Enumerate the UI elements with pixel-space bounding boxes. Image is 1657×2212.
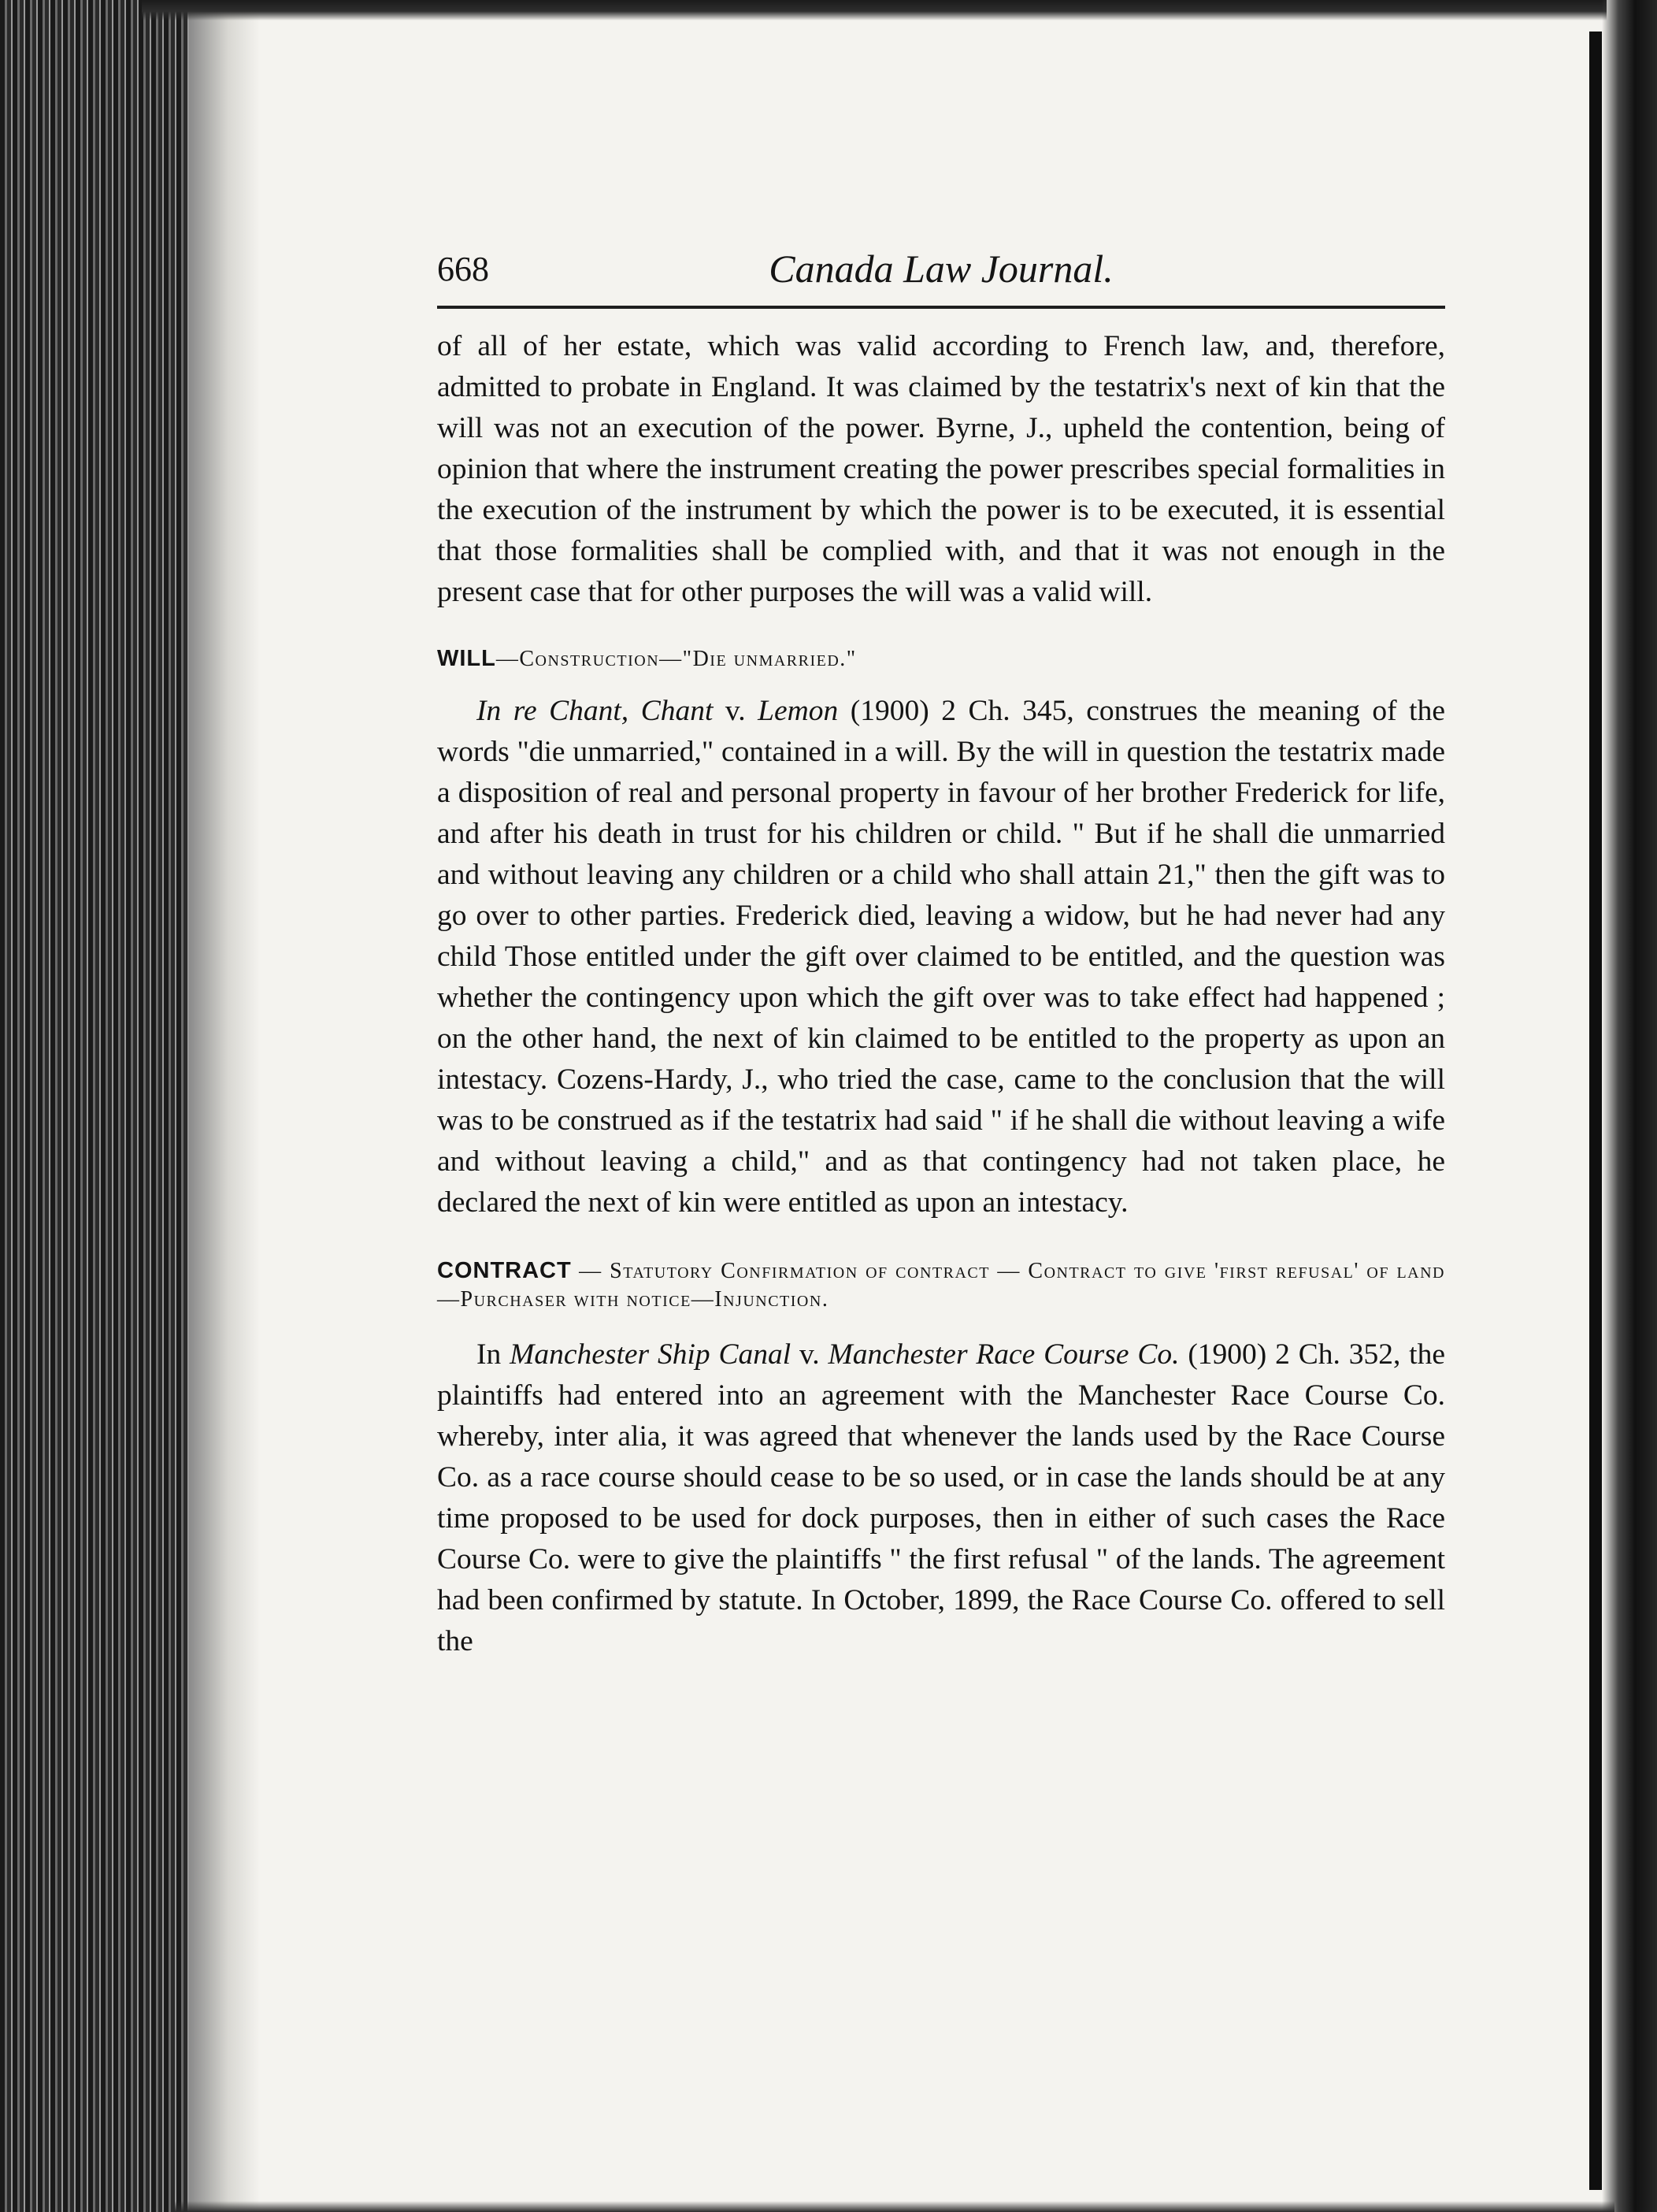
section-heading-will [437, 644, 1445, 674]
paragraph-contract [437, 1334, 1445, 1662]
binding-shadow [189, 0, 260, 2212]
paragraph-contract-prefix: In [476, 1338, 510, 1371]
page-number: 668 [437, 250, 489, 288]
section-heading-will-rest: —Construction—"Die unmarried." [495, 647, 857, 671]
scan-right-edge [1602, 0, 1657, 2212]
scan-bottom-edge [173, 2201, 1614, 2212]
paragraph-will-text: (1900) 2 Ch. 345, construes the meaning of the words "die unmarried," contained in a will. By the will in question the testatrix made a disposition of real and personal property in favour of her brother Frederick for life, and after his death in trust for his children or child. " But if he shall die unmarried and without leaving any children or a child who shall attain 21," then the gift was to go over to other parties. Frederick died, leaving a widow, but he had never had any child Those entitled under the gift over claimed to be entitled, and the question was whether the contingency upon which the gift over was to take effect had happened ; on the other hand, the next of kin claimed to be entitled to the property as upon an intestacy. Cozens-Hardy, J., who tried the case, came to the conclusion that the will was to be construed as if the testatrix had said " if he shall die without leaving a wife and without leaving a child," and as that contingency had not taken place, he declared the next of kin were entitled as upon an intestacy. [437, 695, 1445, 1219]
running-head [437, 244, 1445, 302]
book-binding-edge [0, 0, 189, 2212]
section-heading-will-bold: WILL [437, 646, 496, 671]
journal-page [437, 244, 1445, 1662]
section-heading-contract [437, 1256, 1445, 1314]
case-name-race-course: Manchester Race Course Co. [828, 1338, 1180, 1371]
header-rule [437, 306, 1445, 309]
paragraph-will [437, 691, 1445, 1223]
journal-title: Canada Law Journal. [769, 247, 1114, 291]
case-name-ship-canal: Manchester Ship Canal [510, 1338, 791, 1371]
section-heading-contract-bold: CONTRACT [437, 1258, 572, 1283]
scan-right-edge-line [1589, 32, 1602, 2190]
case-name-lemon: Lemon [758, 695, 839, 727]
case-name-chant: In re Chant, Chant [476, 695, 714, 727]
scan-top-edge [142, 0, 1607, 20]
case-versus-2: v. [791, 1338, 828, 1371]
paragraph-contract-text: (1900) 2 Ch. 352, the plaintiffs had entered into an agreement with the Manchester Race Course Co. whereby, inter alia, it was agreed that whenever the lands used by the Race Course Co. as a race course should cease to be so used, or in case the lands should be at any time proposed to be used for dock purposes, then in either of such cases the Race Course Co. were to give the plaintiffs " the first refusal " of the lands. The agreement had been confirmed by statute. In October, 1899, the Race Course Co. offered to sell the [437, 1338, 1445, 1657]
section-heading-contract-rest: — Statutory Confirmation of contract — Contract to give 'first refusal' of land—Purchaser with notice—Injunction. [437, 1259, 1445, 1312]
case-versus: v. [713, 695, 758, 727]
paragraph-continuation: of all of her estate, which was valid according to French law, and, therefore, admitted to probate in England. It was claimed by the testatrix's next of kin that the will was not an execution of the power. Byrne, J., upheld the contention, being of opinion that where the instrument creating the power prescribes special formalities in the execution of the instrument by which the power is to be executed, it is essential that those formalities shall be complied with, and that it was not enough in the present case that for other purposes the will was a valid will. [437, 330, 1445, 608]
